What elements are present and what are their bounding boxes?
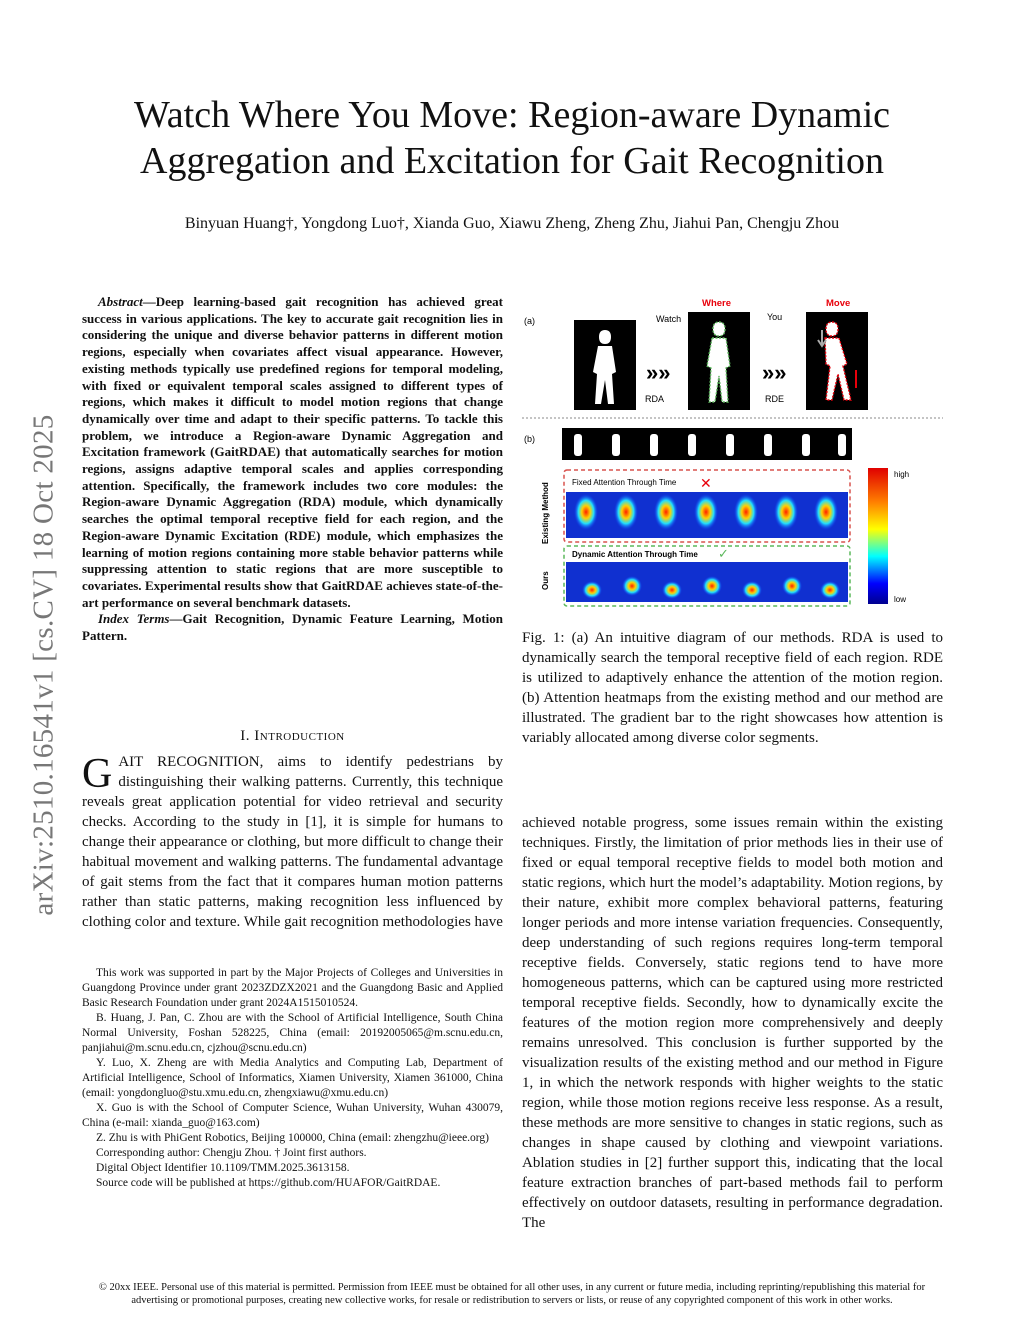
figure-caption: Fig. 1: (a) An intuitive diagram of our methods. RDA is used to dynamically search the temporal receptive field of each region. RDE is utilized to adaptively enhance the attention of the motion region. (b) Attention heatmaps from the existing method and our method are illustrated. The gradient bar to the right showcases how attention is variably allocated among diverse color segments. — [522, 630, 943, 746]
intro-text: AIT RECOGNITION, aims to identify pedestrians by distinguishing their walking patterns. Currently, this technique reveals great application potential for video retrieval and security checks. According to the study in [1], it is simple for humans to change their appearance or clothing, but more difficult to change their habitual movement and walking patterns. The fundamental advantage of gait stems from the fact that it compares human motion patterns rather than static patterns, making recognition less influenced by clothing color and texture. While gait recognition methodologies have — [82, 754, 503, 930]
copyright-notice: © 20xx IEEE. Personal use of this material is permitted. Permission from IEEE must be obtained for all other uses, in any current or future media, including reprinting/republishing this material for advertising or promotional purposes, creating new collective works, for resale or redistribution to servers or lists, or reuse of any copyrighted component of this work in other works. — [98, 1282, 926, 1306]
abstract — [82, 294, 503, 645]
fixed-attention-label: Fixed Attention Through Time — [572, 478, 677, 487]
colorbar — [868, 468, 888, 604]
footnote-affiliation: Y. Luo, X. Zheng are with Media Analytics and Computing Lab, Department of Artificial Intelligence, School of Informatics, Xiamen University, Xiamen 361000, China (email: yongdongluo@stu.xmu.edu.cn, zhengxiawu@xmu.edu.cn) — [82, 1057, 503, 1099]
word-where: Where — [702, 298, 732, 309]
footnote-corresponding: Corresponding author: Chengju Zhou. † Joint first authors. — [96, 1147, 367, 1159]
colorbar-low: low — [894, 595, 907, 604]
colorbar-high: high — [894, 470, 910, 479]
figure-1 — [522, 290, 943, 610]
footnote-source-code: Source code will be published at https://github.com/HUAFOR/GaitRDAE. — [96, 1177, 441, 1189]
author-list: Binyuan Huang†, Yongdong Luo†, Xianda Guo, Xiawu Zheng, Zheng Zhu, Jiahui Pan, Chengju Zhou — [184, 215, 840, 232]
dynamic-attention-label: Dynamic Attention Through Time — [572, 550, 698, 559]
intro-paragraph — [82, 752, 503, 932]
cross-icon: ✕ — [700, 475, 712, 491]
section-heading — [82, 728, 503, 745]
index-terms-text: —Gait Recognition, Dynamic Feature Learning, Motion Pattern. — [82, 611, 503, 644]
section-title: Introduction — [254, 728, 345, 744]
rde-label: RDE — [765, 394, 785, 404]
arrow-chevrons-icon: »» — [646, 360, 671, 385]
footnote-affiliation: B. Huang, J. Pan, C. Zhou are with the School of Artificial Intelligence, South China Normal University, Foshan 528225, China (email: 20192005065@m.scnu.edu.cn, panjiahui@m.scnu.edu.cn, cjzhou@scnu.edu.cn) — [82, 1012, 503, 1054]
footnotes — [82, 966, 503, 1191]
arrow-chevrons-icon: »» — [762, 360, 787, 385]
check-icon: ✓ — [718, 546, 729, 561]
index-terms-label: Index Terms — [98, 611, 170, 627]
panel-a-label: (a) — [524, 316, 535, 326]
word-watch: Watch — [656, 314, 682, 324]
row-label-ours: Ours — [541, 571, 550, 590]
arxiv-identifier: arXiv:2510.16541v1 [cs.CV] 18 Oct 2025 — [27, 414, 60, 916]
rda-label: RDA — [645, 394, 665, 404]
word-you: You — [767, 312, 783, 322]
footnote-affiliation: X. Guo is with the School of Computer Science, Wuhan University, Wuhan 430079, China (e-mail: xianda_guo@163.com) — [82, 1102, 503, 1129]
drop-cap: G — [82, 751, 113, 797]
paper-title: Watch Where You Move: Region-aware Dynamic Aggregation and Excitation for Gait Recognition — [133, 94, 891, 182]
panel-b-label: (b) — [524, 434, 535, 444]
row-label-existing: Existing Method — [541, 482, 550, 544]
footnote-funding: This work was supported in part by the Major Projects of Colleges and Universities in Guangdong Province under grant 2023ZDZX2021 and the Guangdong Basic and Applied Basic Research Foundation under grant 2024A1515010524. — [82, 967, 503, 1009]
right-column-paragraph: achieved notable progress, some issues remain within the existing techniques. Firstly, the limitation of prior methods lies in their use of fixed or equal temporal receptive fields to model both motion and static regions, which hurt the model’s adaptability. Motion regions, by their nature, exhibit more complex behavioral patterns, featuring longer periods and more intense variation frequencies. Consequently, deep understanding of such regions requires long-term temporal receptive fields. Conversely, static regions tend to have more homogeneous patterns, which can be captured using more restricted temporal receptive fields. Secondly, how to dynamically excite the features of the motion region more comprehensively and deeply remains unresolved. This conclusion is further supported by the visualization results of the existing method and our method in Figure 1, in which the network responds with higher weights to the static region, while those motion regions receive less response. As a result, these methods are more sensitive to changes in static regions, such as changes in shape caused by clothing and viewpoint variations. Ablation studies in [2] further support this, indicating that the local feature extraction branches of part-based methods fail to perform effectively on outdoor datasets, resulting in performance degradation. The — [522, 815, 943, 1231]
footnote-affiliation: Z. Zhu is with PhiGent Robotics, Beijing 100000, China (email: zhengzhu@ieee.org) — [96, 1132, 490, 1144]
abstract-text: —Deep learning-based gait recognition has achieved great success in various applications. The key to accurate gait recognition lies in considering the unique and diverse behavior patterns in different motion regions, especially when covariates affect visual appearance. However, existing methods typically use predefined regions for temporal modeling, with fixed or equivalent temporal scales assigned to different types of regions, which makes it difficult to model motion regions that change dynamically over time and adapt to their specific patterns. To tackle this problem, we introduce a Region-aware Dynamic Aggregation and Excitation framework (GaitRDAE) that automatically searches for motion regions, assigns adaptive temporal scales and applies corresponding attention. Specifically, the framework includes two core modules: the Region-aware Dynamic Aggregation (RDA) module, which dynamically searches the optimal temporal receptive field for each region, and the Region-aware Dynamic Excitation (RDE) module, which emphasizes the learning of motion regions containing more stable behavior patterns while suppressing attention to static regions that are more susceptible to covariates. Experimental results show that GaitRDAE achieves state-of-the-art performance on several benchmark datasets. — [82, 294, 503, 610]
footnote-doi: Digital Object Identifier 10.1109/TMM.2025.3613158. — [96, 1162, 350, 1174]
abstract-label: Abstract — [98, 294, 143, 309]
section-number: I. — [240, 728, 251, 744]
word-move: Move — [826, 298, 851, 309]
